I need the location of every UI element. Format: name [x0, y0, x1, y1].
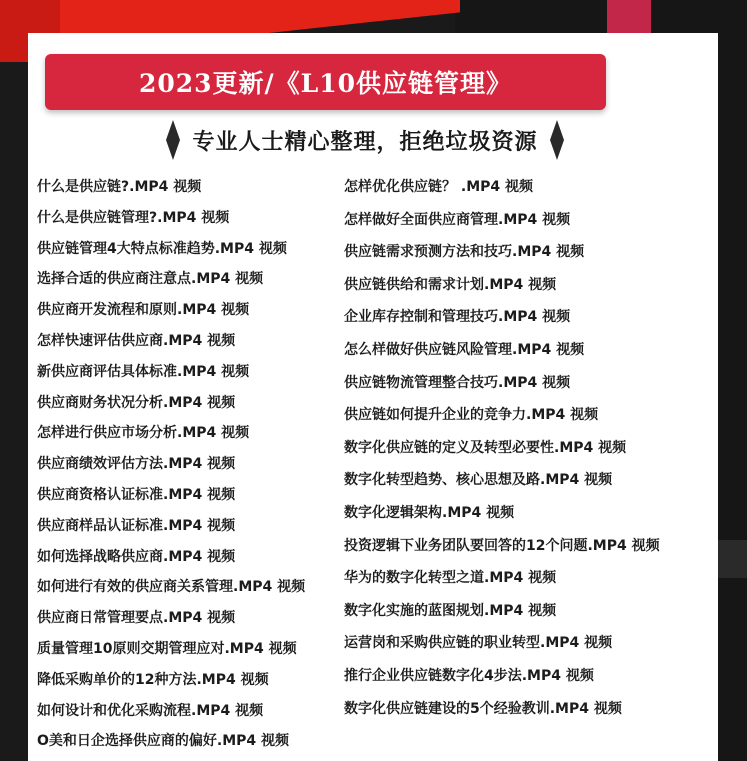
- list-item: 怎样优化供应链？ .MP4 视频: [344, 179, 533, 195]
- list-item: 数字化供应链的定义及转型必要性.MP4 视频: [344, 439, 627, 456]
- list-item: O美和日企选择供应商的偏好.MP4 视频: [37, 733, 290, 750]
- list-item: 企业库存控制和管理技巧.MP4 视频: [344, 309, 571, 326]
- list-item: 数字化逻辑架构.MP4 视频: [344, 505, 515, 521]
- list-item: 供应商日常管理要点.MP4 视频: [37, 610, 236, 627]
- list-item: 投资逻辑下业务团队要回答的12个问题.MP4 视频: [344, 537, 660, 554]
- list-item: 什么是供应链管理?.MP4 视频: [37, 209, 230, 226]
- list-item: 推行企业供应链数字化4步法.MP4 视频: [344, 668, 594, 684]
- diamond-icon: [166, 120, 180, 160]
- list-item: 供应链物流管理整合技巧.MP4 视频: [344, 374, 571, 391]
- subtitle: 专业人士精心整理，拒绝垃圾资源: [192, 128, 538, 155]
- page-title: 2023更新/《L10供应链管理》: [138, 69, 513, 98]
- list-item: 供应商资格认证标准.MP4 视频: [37, 487, 236, 503]
- list-item: 供应商财务状况分析.MP4 视频: [37, 394, 236, 411]
- list-item: 数字化转型趋势、核心思想及路.MP4 视频: [344, 472, 613, 489]
- list-item: 供应链如何提升企业的竞争力.MP4 视频: [344, 407, 599, 424]
- title-banner: [45, 54, 606, 110]
- list-item: 供应链供给和需求计划.MP4 视频: [344, 276, 557, 293]
- list-item: 降低采购单价的12种方法.MP4 视频: [37, 671, 269, 688]
- list-item: 运营岗和采购供应链的职业转型.MP4 视频: [344, 635, 613, 652]
- list-item: 如何选择战略供应商.MP4 视频: [37, 548, 236, 565]
- list-item: 什么是供应链?.MP4 视频: [37, 179, 202, 195]
- list-item: 怎样快速评估供应商.MP4 视频: [37, 333, 236, 349]
- diamond-icon: [550, 120, 564, 160]
- list-item: 供应链管理4大特点标准趋势.MP4 视频: [37, 240, 287, 257]
- list-item: 供应商开发流程和原则.MP4 视频: [37, 302, 250, 319]
- background-pink-tab: [607, 0, 651, 33]
- subtitle-row: [130, 118, 600, 162]
- list-item: 华为的数字化转型之道.MP4 视频: [344, 570, 557, 587]
- list-item: 怎样做好全面供应商管理.MP4 视频: [344, 211, 571, 228]
- list-item: 数字化供应链建设的5个经验教训.MP4 视频: [344, 700, 622, 717]
- list-item: 如何进行有效的供应商关系管理.MP4 视频: [37, 579, 306, 596]
- list-item: 质量管理10原则交期管理应对.MP4 视频: [37, 641, 297, 657]
- list-item: 数字化实施的蓝图规划.MP4 视频: [344, 602, 557, 619]
- list-item: 选择合适的供应商注意点.MP4 视频: [37, 271, 264, 288]
- list-item: 新供应商评估具体标准.MP4 视频: [37, 363, 250, 380]
- list-item: 供应商绩效评估方法.MP4 视频: [37, 456, 236, 473]
- list-item: 供应商样品认证标准.MP4 视频: [37, 517, 236, 534]
- list-item: 怎样进行供应市场分析.MP4 视频: [37, 425, 250, 442]
- list-item: 如何设计和优化采购流程.MP4 视频: [37, 702, 264, 719]
- list-item: 供应链需求预测方法和技巧.MP4 视频: [344, 244, 585, 261]
- background-grey-bar: [718, 540, 747, 578]
- list-item: 怎么样做好供应链风险管理.MP4 视频: [344, 342, 585, 358]
